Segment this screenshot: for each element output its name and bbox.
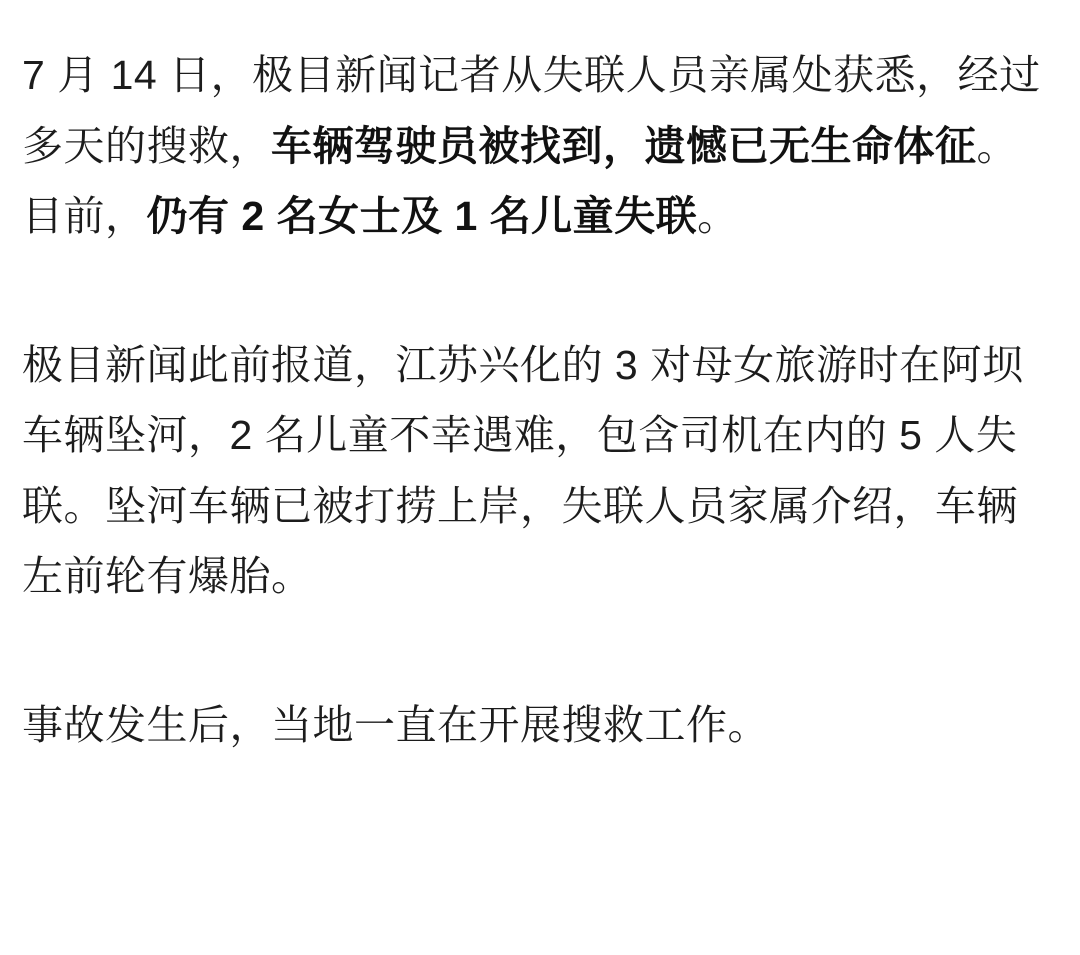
- article-paragraph-1: [22, 40, 1058, 252]
- text-run: 。目前，: [22, 122, 1018, 240]
- article-paragraph-3: [22, 690, 1058, 761]
- text-run-bold: 仍有 2 名女士及 1 名儿童失联: [146, 193, 698, 240]
- article-paragraph-2: [22, 330, 1058, 612]
- text-run: 7 月 14 日，极目新闻记者从失联人员亲属处获悉，经过多天的搜救，: [22, 52, 1041, 169]
- text-run: 极目新闻此前报道，江苏兴化的 3 对母女旅游时在阿坝车辆坠河，2 名儿童不幸遇难，包含司机在内的 5 人失联。坠河车辆已被打捞上岸，失联人员家属介绍，车辆左前轮有爆胎。: [22, 341, 1024, 600]
- text-run: 。: [697, 193, 739, 240]
- text-run: 事故发生后，当地一直在开展搜救工作。: [22, 701, 769, 748]
- text-run-bold: 车辆驾驶员被找到，遗憾已无生命体征: [271, 122, 977, 169]
